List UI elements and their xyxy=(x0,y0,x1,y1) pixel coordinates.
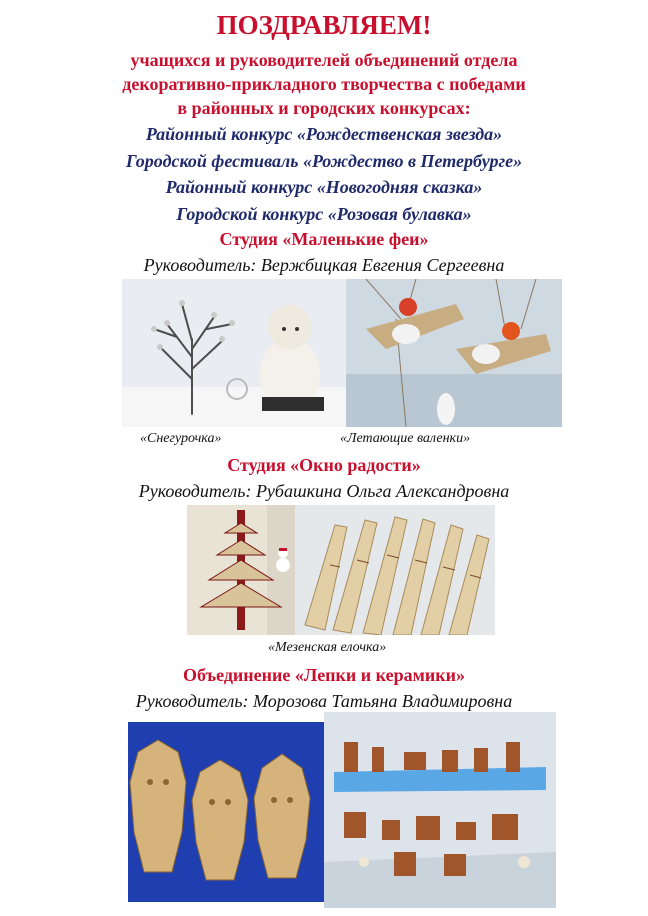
photo-snegurochka xyxy=(122,279,346,427)
photo-ceramic-showcase xyxy=(324,712,556,908)
caption-snegurochka: «Снегурочка» xyxy=(140,431,222,446)
intro-line-2: декоративно-прикладного творчества с победами xyxy=(122,74,526,94)
competition-2: Городской фестиваль «Рождество в Петербурге» xyxy=(125,151,523,171)
photo-ceramic-masks xyxy=(128,722,324,902)
intro-line-1: учащихся и руководителей объединений отдела xyxy=(130,50,518,70)
photo-flying-boots xyxy=(346,279,562,427)
competition-4: Городской конкурс «Розовая булавка» xyxy=(176,204,472,224)
caption-mezen-tree: «Мезенская елочка» xyxy=(268,640,387,655)
studio-title-2: Студия «Окно радости» xyxy=(227,455,421,475)
leader-1: Руководитель: Вержбицкая Евгения Сергеевна xyxy=(143,255,505,275)
photo-mezen-spoons xyxy=(295,505,495,635)
competition-1: Районный конкурс «Рождественская звезда» xyxy=(145,124,503,144)
caption-flying-boots: «Летающие валенки» xyxy=(340,431,471,446)
page-title: ПОЗДРАВЛЯЕМ! xyxy=(216,10,432,40)
intro-line-3: в районных и городских конкурсах: xyxy=(177,98,471,118)
photo-mezen-tree xyxy=(187,505,295,635)
studio-title-3: Объединение «Лепки и керамики» xyxy=(183,665,465,685)
competition-3: Районный конкурс «Новогодняя сказка» xyxy=(165,177,483,197)
leader-3: Руководитель: Морозова Татьяна Владимировна xyxy=(135,691,513,711)
studio-title-1: Студия «Маленькие феи» xyxy=(219,229,429,249)
leader-2: Руководитель: Рубашкина Ольга Александровна xyxy=(138,481,510,501)
